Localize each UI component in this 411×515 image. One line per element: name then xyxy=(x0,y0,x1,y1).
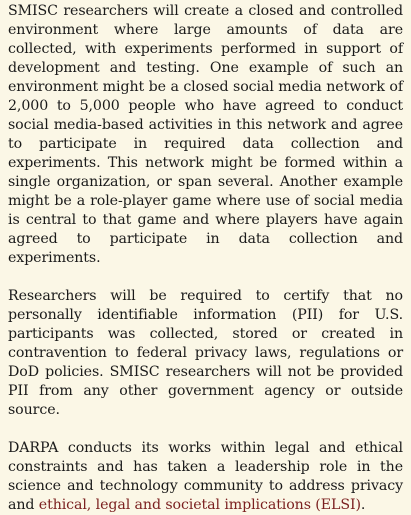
paragraph-darpa-elsi xyxy=(8,439,403,515)
darpa-text-end: . xyxy=(360,497,366,513)
paragraph-smisc-environment: SMISC researchers will create a closed and controlled environment where large amounts of data are collected, with experiments performed in support of development and testing. One example of such an environment might be a closed social media network of 2,000 to 5,000 people who have agreed to conduct social media-based activities in this network and agree to participate in required data collection and experiments. This network might be formed within a single organization, or span several. Another example might be a role-player game where use of social media is central to that game and where players have again agreed to participate in data collection and experiments. xyxy=(8,3,403,266)
elsi-link[interactable]: ethical, legal and societal implications (ELSI) xyxy=(38,497,361,513)
darpa-text: DARPA conducts its works within legal and ethical constraints and has taken a leadership role in the science and technology community to address privacy and xyxy=(8,440,403,513)
paragraph-pii-certification: Researchers will be required to certify that no personally identifiable information (PII) for U.S. participants was collected, stored or created in contravention to federal privacy laws, regulations or DoD policies. SMISC researchers will not be provided PII from any other government agency or outside source. xyxy=(8,288,403,418)
